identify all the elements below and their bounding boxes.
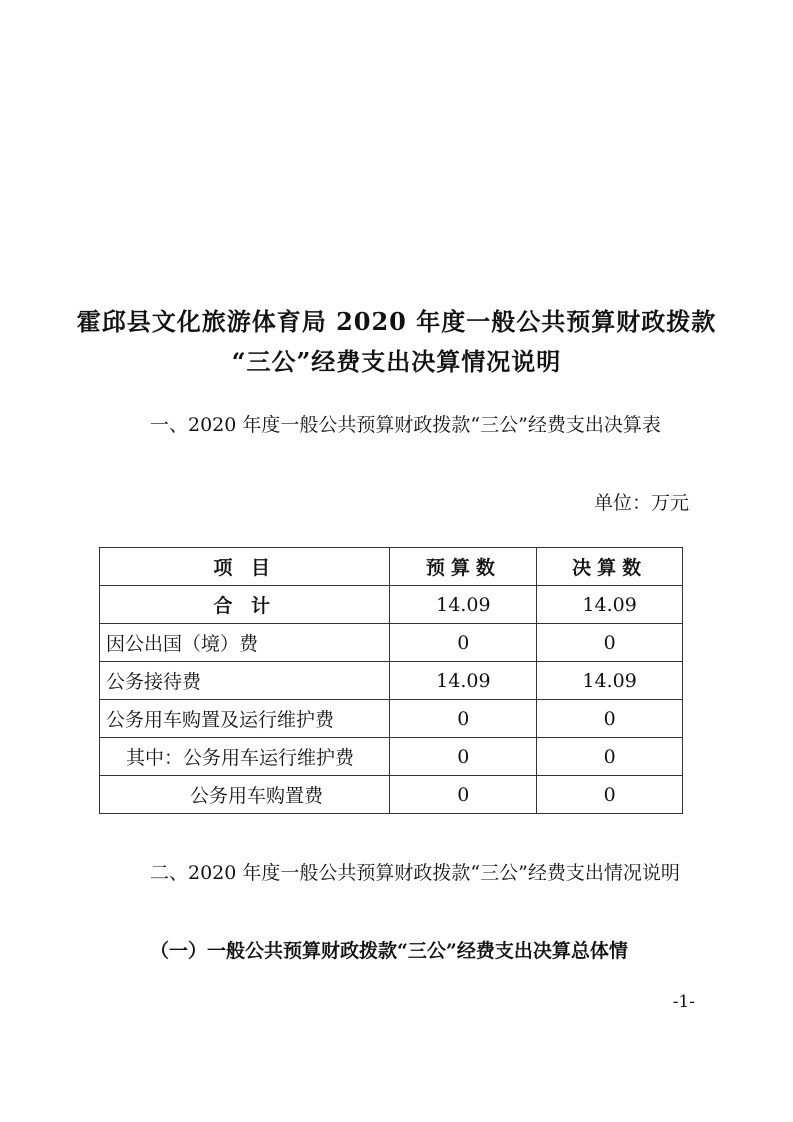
expense-table: [99, 547, 683, 814]
row-label: 公务接待费: [100, 662, 390, 700]
row-label: 合 计: [100, 586, 390, 624]
row-budget: 0: [390, 624, 537, 662]
table-row: [100, 700, 683, 738]
document-title-line1: 霍邱县文化旅游体育局 2020 年度一般公共预算财政拨款: [76, 307, 717, 336]
row-label: 公务用车购置及运行维护费: [100, 700, 390, 738]
row-final: 0: [537, 624, 683, 662]
table-header-row: [100, 548, 683, 586]
row-budget: 0: [390, 776, 537, 814]
page-number: -1-: [672, 992, 695, 1012]
subsection1-heading: （一）一般公共预算财政拨款“三公”经费支出决算总体情: [150, 940, 628, 962]
row-budget: 14.09: [390, 662, 537, 700]
row-label: 公务用车购置费: [100, 776, 390, 814]
table-row: [100, 624, 683, 662]
row-budget: 0: [390, 738, 537, 776]
table-row: [100, 776, 683, 814]
row-final: 0: [537, 700, 683, 738]
header-item: 项 目: [100, 548, 390, 586]
table-row: [100, 662, 683, 700]
row-final: 0: [537, 776, 683, 814]
section2-heading: 二、2020 年度一般公共预算财政拨款“三公”经费支出情况说明: [150, 862, 680, 884]
document-title-line2: “三公”经费支出决算情况说明: [231, 347, 562, 376]
header-final: 决算数: [537, 548, 683, 586]
row-label: 其中：公务用车运行维护费: [100, 738, 390, 776]
row-budget: 0: [390, 700, 537, 738]
header-budget: 预算数: [390, 548, 537, 586]
row-final: 14.09: [537, 662, 683, 700]
row-final: 0: [537, 738, 683, 776]
section1-heading: 一、2020 年度一般公共预算财政拨款“三公”经费支出决算表: [150, 414, 661, 436]
table-row-total: [100, 586, 683, 624]
row-label: 因公出国（境）费: [100, 624, 390, 662]
row-final: 14.09: [537, 586, 683, 624]
row-budget: 14.09: [390, 586, 537, 624]
unit-label: 单位：万元: [593, 492, 689, 514]
table-row: [100, 738, 683, 776]
